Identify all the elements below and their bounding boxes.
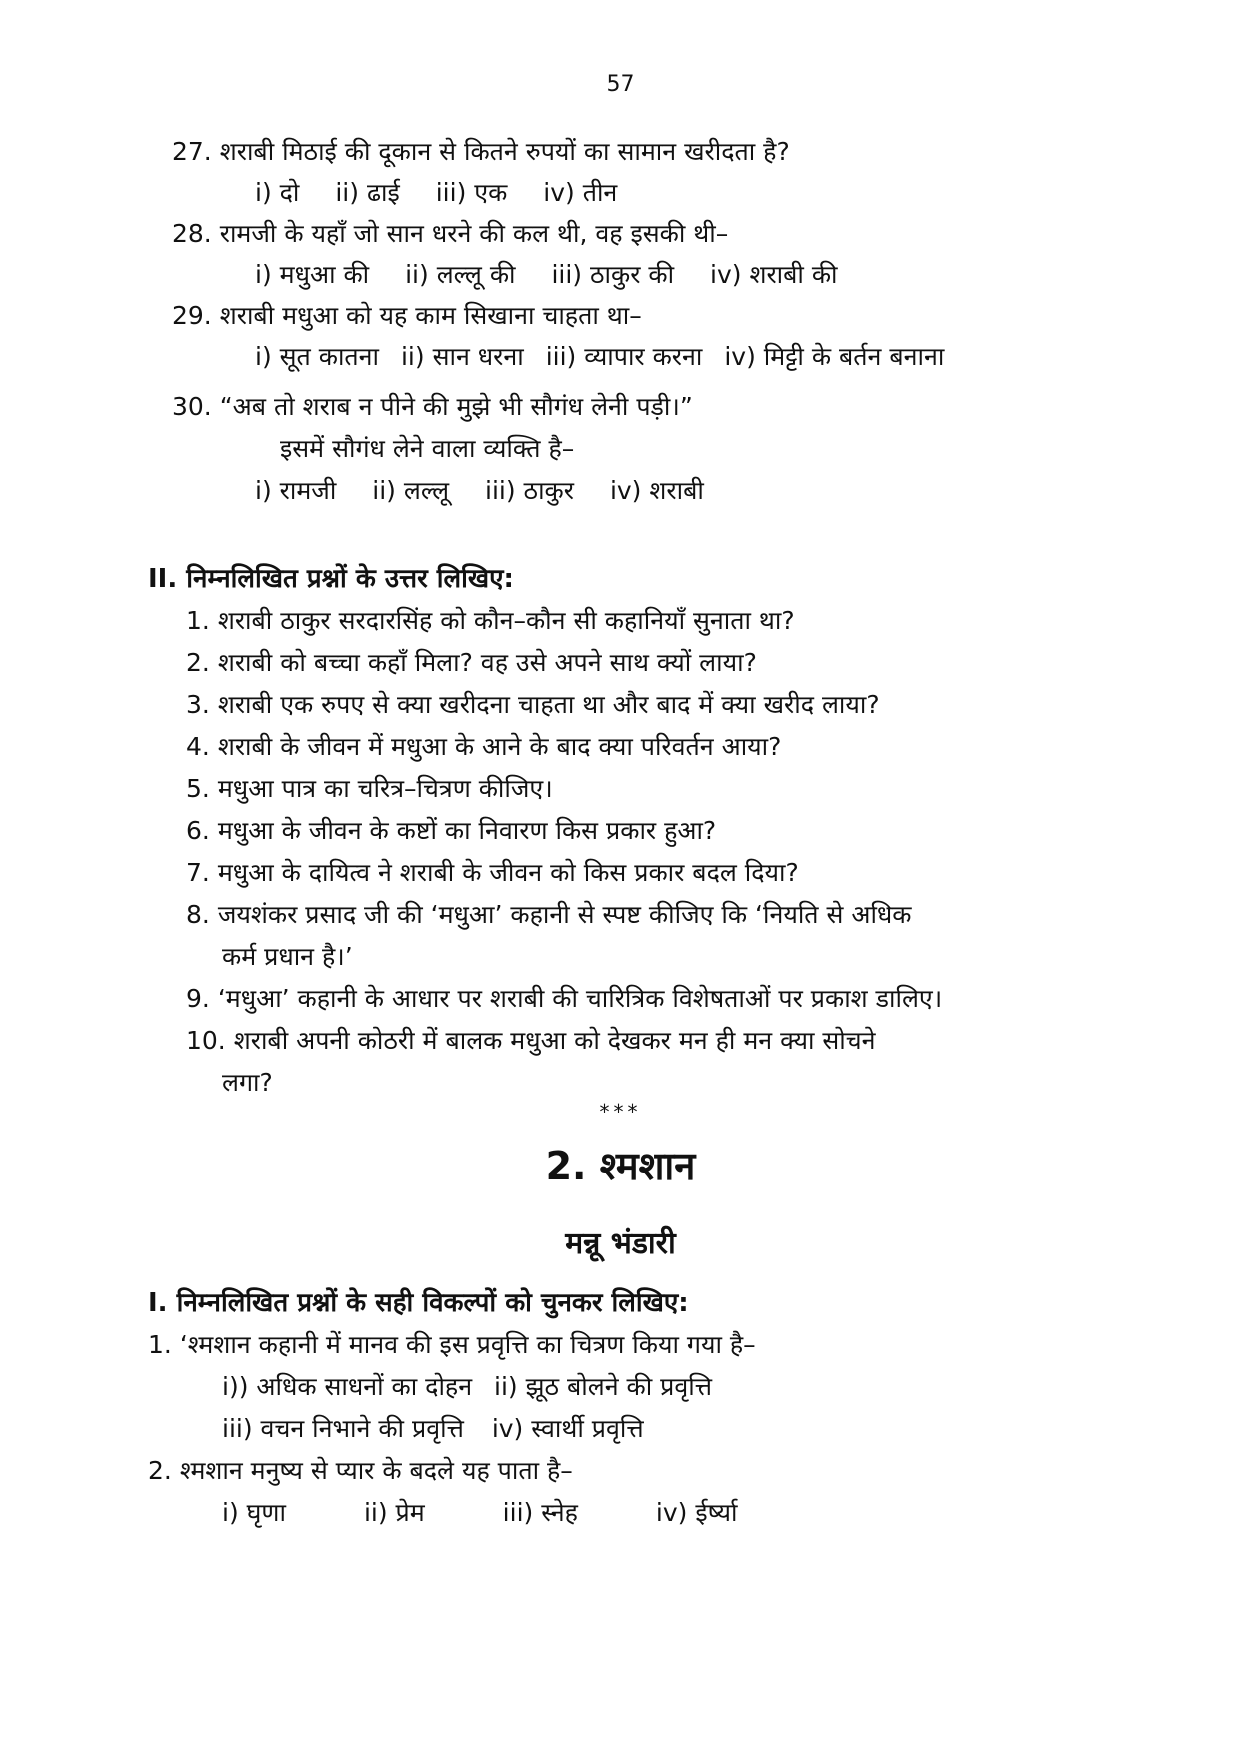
- question-text: मधुआ के दायित्व ने शराबी के जीवन को किस प्रकार बदल दिया?: [217, 858, 799, 887]
- question-number: 7.: [186, 858, 210, 887]
- question-number: 29.: [172, 301, 212, 330]
- question-text: शराबी के जीवन में मधुआ के आने के बाद क्या परिवर्तन आया?: [217, 732, 782, 761]
- list-item: [186, 856, 799, 890]
- question-28: [172, 217, 728, 251]
- question-number: 3.: [186, 690, 210, 719]
- list-item: [186, 898, 912, 932]
- question-text: शराबी को बच्चा कहाँ मिला? वह उसे अपने साथ क्यों लाया?: [217, 648, 757, 677]
- question-text: मधुआ के जीवन के कष्टों का निवारण किस प्रकार हुआ?: [217, 816, 717, 845]
- question-30-subtext: इसमें सौगंध लेने वाला व्यक्ति है–: [280, 434, 575, 463]
- option: ii) ढाई: [335, 178, 400, 207]
- option: i) मधुआ की: [255, 260, 370, 289]
- option: i) रामजी: [255, 476, 337, 505]
- question-number: 1.: [148, 1330, 172, 1359]
- question-number: 1.: [186, 606, 210, 635]
- option: iii) ठाकुर की: [551, 260, 675, 289]
- option: iii) एक: [435, 178, 508, 207]
- option: ii) सान धरना: [400, 342, 524, 371]
- question-number: 27.: [172, 137, 212, 166]
- question-text: जयशंकर प्रसाद जी की ‘मधुआ’ कहानी से स्पष्ट कीजिए कि ‘नियति से अधिक: [217, 900, 912, 929]
- option: iv) स्वार्थी प्रवृत्ति: [491, 1414, 644, 1443]
- question-text: शराबी मधुआ को यह काम सिखाना चाहता था–: [219, 301, 642, 330]
- question-text: “अब तो शराब न पीने की मुझे भी सौगंध लेनी पड़ी।”: [219, 392, 693, 421]
- list-item: [186, 604, 795, 638]
- list-item-continuation: लगा?: [222, 1068, 273, 1097]
- question-29: [172, 299, 642, 333]
- list-item-continuation: कर्म प्रधान है।’: [222, 942, 353, 971]
- question-30: [172, 390, 693, 424]
- chapter-title: 2. श्मशान: [545, 1144, 696, 1188]
- question-text: रामजी के यहाँ जो सान धरने की कल थी, वह इसकी थी–: [219, 219, 729, 248]
- question-27-options: [255, 176, 645, 210]
- option: ii) लल्लू की: [405, 260, 516, 289]
- question-number: 10.: [186, 1026, 226, 1055]
- question-text: श्मशान मनुष्य से प्यार के बदले यह पाता है–: [179, 1456, 573, 1485]
- question-text: ‘श्मशान कहानी में मानव की इस प्रवृत्ति का चित्रण किया गया है–: [179, 1330, 756, 1359]
- question-number: 4.: [186, 732, 210, 761]
- question-28-options: [255, 258, 866, 292]
- question-text: मधुआ पात्र का चरित्र–चित्रण कीजिए।: [217, 774, 553, 803]
- question-number: 9.: [186, 984, 210, 1013]
- question-1-options: [222, 1370, 740, 1404]
- option: iii) वचन निभाने की प्रवृत्ति: [222, 1414, 464, 1443]
- question-text: शराबी ठाकुर सरदारसिंह को कौन–कौन सी कहानियाँ सुनाता था?: [217, 606, 795, 635]
- list-item: [186, 814, 716, 848]
- question-number: 2.: [186, 648, 210, 677]
- list-item: [186, 772, 553, 806]
- list-item: [186, 1024, 876, 1058]
- option: ii) लल्लू: [372, 476, 450, 505]
- question-30-options: [255, 474, 732, 508]
- section-heading: I. निम्नलिखित प्रश्नों के सही विकल्पों को चुनकर लिखिए:: [148, 1288, 689, 1318]
- option: iii) व्यापार करना: [545, 342, 703, 371]
- question-text: शराबी एक रुपए से क्या खरीदना चाहता था और बाद में क्या खरीद लाया?: [217, 690, 880, 719]
- question-number: 28.: [172, 219, 212, 248]
- option: iv) तीन: [543, 178, 618, 207]
- question-number: 2.: [148, 1456, 172, 1485]
- section-separator: ***: [599, 1100, 642, 1124]
- question-1: [148, 1328, 756, 1362]
- list-item: [186, 688, 880, 722]
- question-number: 30.: [172, 392, 212, 421]
- list-item: [186, 646, 757, 680]
- question-2: [148, 1454, 573, 1488]
- page-number: 57: [606, 72, 635, 97]
- option: i) दो: [255, 178, 300, 207]
- option: i) घृणा: [222, 1498, 286, 1527]
- list-item: [186, 982, 942, 1016]
- option: i)) अधिक साधनों का दोहन: [222, 1372, 473, 1401]
- question-text: शराबी मिठाई की दूकान से कितने रुपयों का सामान खरीदता है?: [219, 137, 790, 166]
- option: ii) झूठ बोलने की प्रवृत्ति: [494, 1372, 713, 1401]
- option: iv) मिट्टी के बर्तन बनाना: [724, 342, 945, 371]
- chapter-author: मन्नू भंडारी: [565, 1226, 676, 1261]
- option: ii) प्रेम: [363, 1498, 425, 1527]
- question-text: शराबी अपनी कोठरी में बालक मधुआ को देखकर मन ही मन क्या सोचने: [233, 1026, 876, 1055]
- question-27: [172, 135, 790, 169]
- question-text: ‘मधुआ’ कहानी के आधार पर शराबी की चारित्रिक विशेषताओं पर प्रकाश डालिए।: [217, 984, 943, 1013]
- option: iii) स्नेह: [502, 1498, 578, 1527]
- option: i) सूत कातना: [255, 342, 380, 371]
- option: iii) ठाकुर: [485, 476, 574, 505]
- question-1-options: [222, 1412, 672, 1446]
- option: iv) शराबी की: [710, 260, 838, 289]
- list-item: [186, 730, 781, 764]
- question-number: 8.: [186, 900, 210, 929]
- option: iv) शराबी: [609, 476, 704, 505]
- option: iv) ईर्ष्या: [655, 1498, 738, 1527]
- question-29-options: [255, 340, 944, 374]
- section-heading: II. निम्नलिखित प्रश्नों के उत्तर लिखिए:: [148, 564, 514, 594]
- question-number: 6.: [186, 816, 210, 845]
- question-number: 5.: [186, 774, 210, 803]
- question-2-options: [222, 1496, 765, 1530]
